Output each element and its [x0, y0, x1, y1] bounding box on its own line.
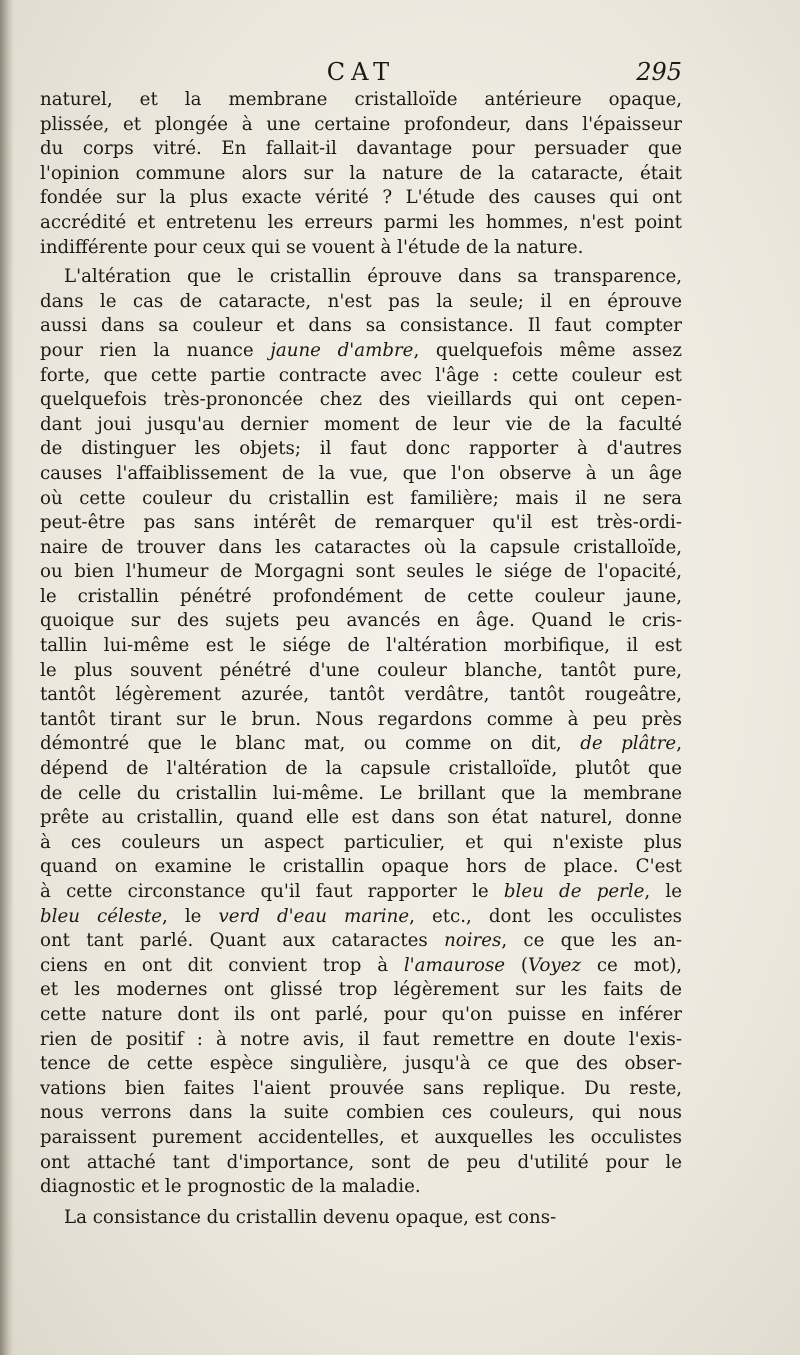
italic-term: bleu de perle — [503, 881, 645, 902]
text-line — [40, 364, 682, 389]
text-line — [40, 708, 682, 733]
text-run: naire de trouver dans les cataractes où la capsule cristalloïde, — [40, 536, 682, 558]
text-run: ciens en ont dit convient trop à — [40, 954, 404, 976]
text-run: ce mot), — [581, 954, 682, 976]
text-run: , le — [161, 905, 219, 927]
text-run: peut-être pas sans intérêt de remarquer qu'il est très-ordi- — [40, 512, 682, 534]
text-line — [40, 1101, 682, 1126]
italic-term: jaune d'ambre — [270, 339, 414, 361]
text-line — [40, 1052, 682, 1077]
text-line — [40, 1028, 682, 1053]
text-run: ( — [505, 954, 528, 976]
text-run: indifférente pour ceux qui se vouent à l'étude de la nature. — [40, 236, 584, 258]
text-line — [40, 511, 682, 536]
text-run: , — [676, 733, 682, 755]
text-line — [40, 265, 682, 290]
text-run: le cristallin pénétré profondément de cette couleur jaune, — [40, 585, 682, 607]
italic-term: l'amaurose — [403, 954, 506, 976]
text-line — [40, 462, 682, 487]
text-line — [40, 978, 682, 1003]
text-run: , ce que les an- — [501, 930, 683, 952]
text-run: forte, que cette partie contracte avec l'âge : cette couleur est — [40, 364, 682, 386]
text-line — [40, 905, 682, 930]
text-run: dans le cas de cataracte, n'est pas la seule; il en éprouve — [40, 290, 682, 312]
text-run: quand on examine le cristallin opaque hors de place. C'est — [40, 856, 682, 878]
text-run: pour rien la nuance — [40, 339, 271, 361]
italic-term: de plâtre — [580, 733, 677, 755]
text-line — [40, 437, 682, 462]
text-run: plissée, et plongée à une certaine profondeur, dans l'épaisseur — [40, 113, 682, 135]
text-line — [40, 831, 682, 856]
text-run: aussi dans sa couleur et dans sa consistance. Il faut compter — [40, 315, 682, 337]
page-gutter-shadow — [0, 0, 14, 1355]
text-line — [40, 211, 682, 236]
text-line — [40, 634, 682, 659]
text-line — [40, 1175, 682, 1200]
text-line — [40, 388, 682, 413]
paragraph — [40, 88, 682, 260]
text-run: quelquefois très-prononcée chez des vieillards qui ont cepen- — [40, 389, 682, 411]
italic-term: Voyez — [527, 954, 582, 976]
text-line — [40, 339, 682, 364]
text-run: dant joui jusqu'au dernier moment de leur vie de la faculté — [40, 413, 682, 435]
text-line — [40, 855, 682, 880]
paragraph — [40, 1206, 682, 1231]
body-text — [40, 88, 682, 1230]
text-run: ont attaché tant d'importance, sont de peu d'utilité pour le — [40, 1151, 682, 1173]
italic-term: bleu céleste — [40, 905, 162, 927]
text-run: l'opinion commune alors sur la nature de la cataracte, était — [40, 162, 682, 184]
text-run: le plus souvent pénétré d'une couleur blanche, tantôt pure, — [40, 659, 682, 681]
text-run: dépend de l'altération de la capsule cristalloïde, plutôt que — [40, 758, 682, 780]
text-line — [40, 1206, 682, 1231]
text-line — [40, 186, 682, 211]
text-line — [40, 732, 682, 757]
text-run: démontré que le blanc mat, ou comme on dit, — [40, 733, 581, 755]
text-line — [40, 659, 682, 684]
text-line — [40, 929, 682, 954]
text-run: cette nature dont ils ont parlé, pour qu'on puisse en inférer — [40, 1003, 682, 1025]
text-line — [40, 1003, 682, 1028]
text-line — [40, 162, 682, 187]
text-line — [40, 290, 682, 315]
text-line — [40, 954, 682, 979]
text-run: ont tant parlé. Quant aux cataractes — [40, 930, 445, 952]
text-run: nous verrons dans la suite combien ces couleurs, qui nous — [40, 1102, 682, 1124]
text-run: fondée sur la plus exacte vérité ? L'étude des causes qui ont — [40, 187, 682, 209]
running-head-title: CAT — [326, 58, 396, 86]
text-line — [40, 683, 682, 708]
text-run: tantôt tirant sur le brun. Nous regardons comme à peu près — [40, 708, 682, 730]
text-run: à cette circonstance qu'il faut rapporter le — [40, 881, 504, 902]
text-run: de celle du cristallin lui-même. Le brillant que la membrane — [40, 782, 682, 804]
text-run: à ces couleurs un aspect particulier, et qui n'existe plus — [40, 831, 682, 853]
text-line — [40, 314, 682, 339]
text-run: La consistance du cristallin devenu opaque, est cons- — [64, 1206, 557, 1228]
running-head — [40, 58, 682, 90]
text-run: causes l'affaiblissement de la vue, que l'on observe à un âge — [40, 462, 682, 484]
text-line — [40, 585, 682, 610]
text-line — [40, 113, 682, 138]
text-run: où cette couleur du cristallin est familière; mais il ne sera — [40, 487, 682, 509]
text-line — [40, 236, 682, 261]
text-run: rien de positif : à notre avis, il faut remettre en doute l'exis- — [40, 1028, 682, 1050]
text-run: de distinguer les objets; il faut donc rapporter à d'autres — [40, 438, 682, 460]
text-line — [40, 560, 682, 585]
text-line — [40, 880, 682, 905]
text-line — [40, 487, 682, 512]
text-run: quoique sur des sujets peu avancés en âge. Quand le cris- — [40, 610, 682, 632]
text-run: du corps vitré. En fallait-il davantage pour persuader que — [40, 138, 682, 160]
text-line — [40, 1077, 682, 1102]
italic-term: verd d'eau marine — [218, 905, 410, 927]
text-line — [40, 782, 682, 807]
text-run: tence de cette espèce singulière, jusqu'à ce que des obser- — [40, 1053, 682, 1075]
text-run: , etc., dont les occulistes — [409, 905, 682, 927]
text-run: vations bien faites l'aient prouvée sans replique. Du reste, — [40, 1077, 682, 1099]
text-line — [40, 1151, 682, 1176]
text-run: tallin lui-même est le siége de l'altération morbifique, il est — [40, 635, 682, 657]
text-line — [40, 1126, 682, 1151]
text-run: , le — [644, 881, 682, 902]
text-line — [40, 88, 682, 113]
page-number: 295 — [636, 58, 682, 86]
text-run: paraissent purement accidentelles, et auxquelles les occulistes — [40, 1126, 682, 1148]
text-line — [40, 137, 682, 162]
text-run: tantôt légèrement azurée, tantôt verdâtre, tantôt rougeâtre, — [40, 684, 682, 706]
text-line — [40, 536, 682, 561]
text-run: , quelquefois même assez — [413, 339, 683, 361]
text-run: prête au cristallin, quand elle est dans son état naturel, donne — [40, 807, 682, 829]
text-run: naturel, et la membrane cristalloïde antérieure opaque, — [40, 89, 682, 110]
text-line — [40, 806, 682, 831]
text-line — [40, 609, 682, 634]
text-run: accrédité et entretenu les erreurs parmi les hommes, n'est point — [40, 211, 682, 233]
text-run: diagnostic et le prognostic de la maladie. — [40, 1176, 421, 1198]
paragraph — [40, 265, 682, 1200]
italic-term: noires — [444, 930, 502, 952]
text-run: et les modernes ont glissé trop légèrement sur les faits de — [40, 979, 682, 1001]
text-line — [40, 757, 682, 782]
text-line — [40, 413, 682, 438]
text-run: ou bien l'humeur de Morgagni sont seules le siége de l'opacité, — [40, 561, 682, 583]
text-run: L'altération que le cristallin éprouve dans sa transparence, — [64, 266, 682, 288]
